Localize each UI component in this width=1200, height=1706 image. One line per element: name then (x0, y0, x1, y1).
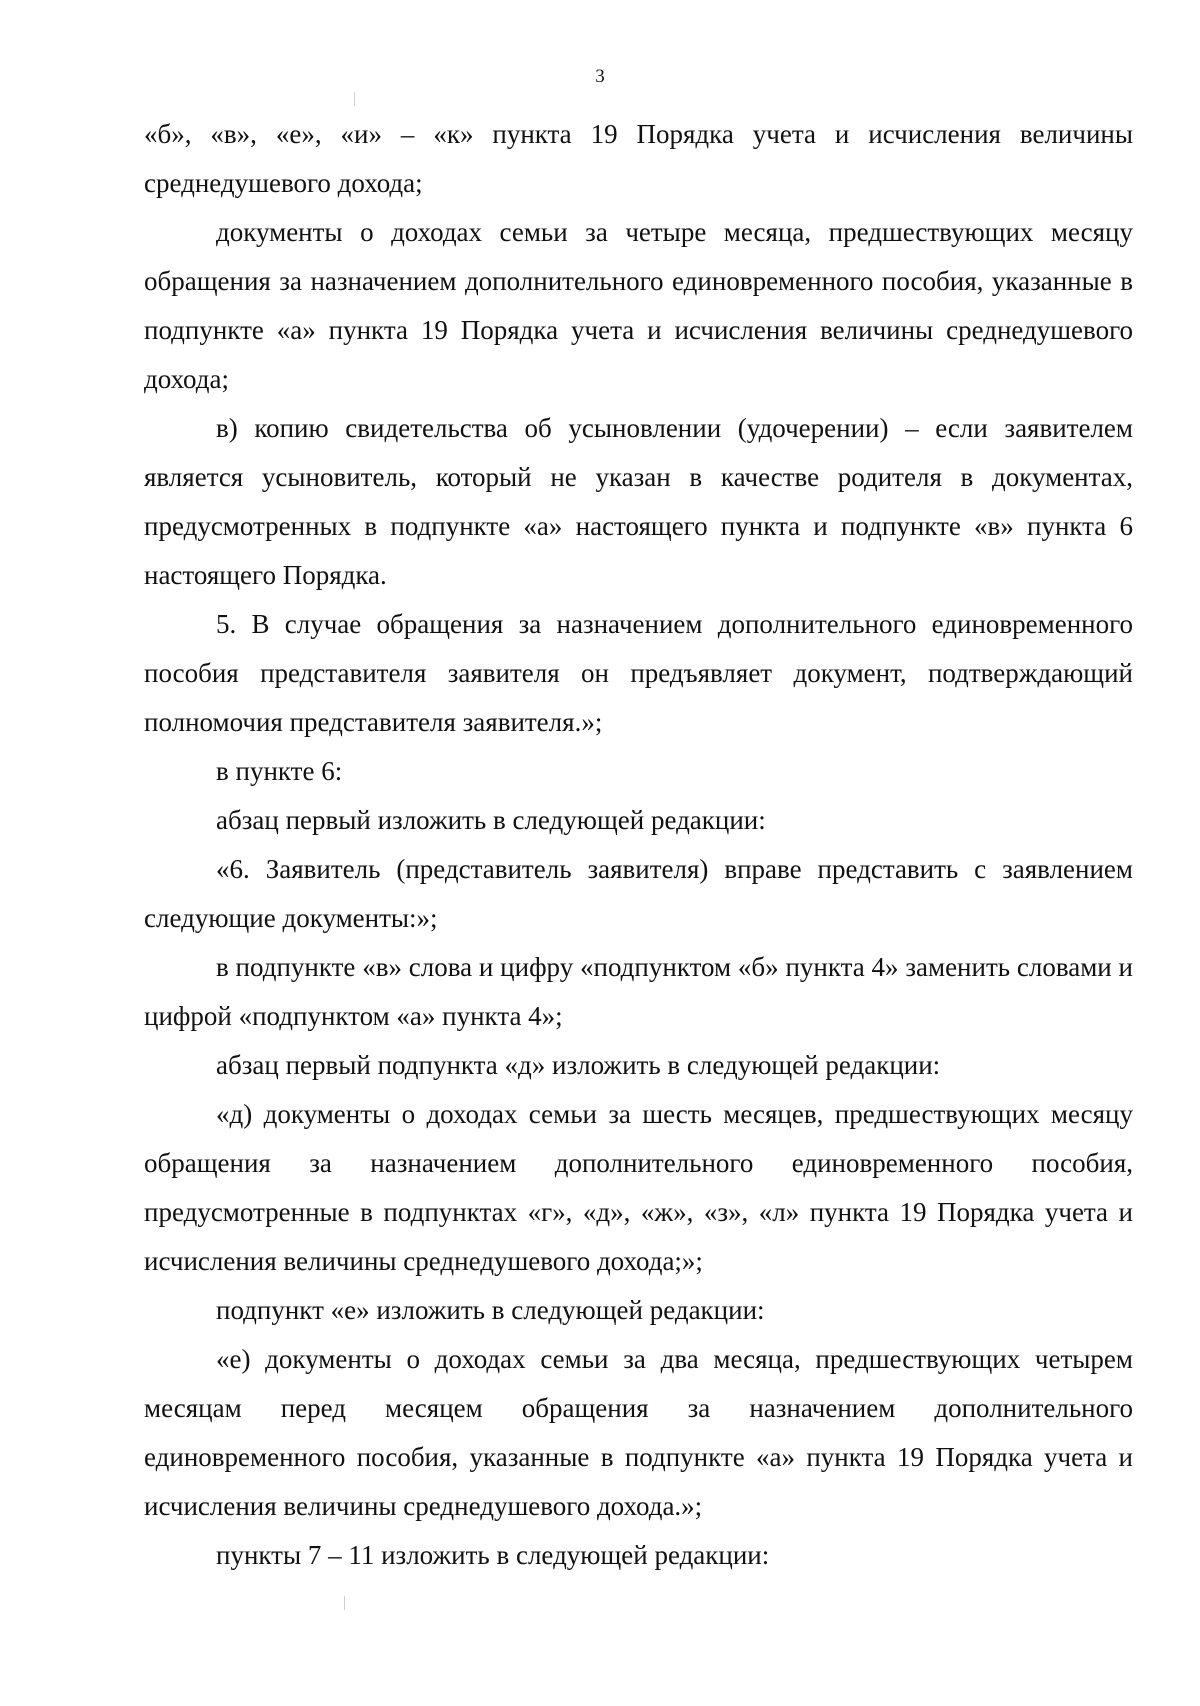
scan-artifact-bottom (344, 1596, 345, 1610)
paragraph-9: абзац первый подпункта «д» изложить в следующей редакции: (216, 1050, 941, 1080)
paragraph-10: «д) документы о доходах семьи за шесть месяцев, предшествующих месяцу обращения за назначением дополнительного единовременного пособия, предусмотренные в подпунктах «г», «д», «ж», «з», «л» пункта 19 Порядка учета и исчисления величины среднедушевого дохода;»; (144, 1099, 1133, 1276)
paragraph-11: подпункт «е» изложить в следующей редакции: (216, 1295, 765, 1325)
page-number: 3 (595, 66, 605, 87)
paragraph-5: в пункте 6: (216, 756, 343, 786)
paragraph-8: в подпункте «в» слова и цифру «подпунктом «б» пункта 4» заменить словами и цифрой «подпунктом «а» пункта 4»; (144, 952, 1133, 1031)
paragraph-2: документы о доходах семьи за четыре месяца, предшествующих месяцу обращения за назначением дополнительного единовременного пособия, указанные в подпункте «а» пункта 19 Порядка учета и исчисления величины среднедушевого дохода; (144, 217, 1133, 394)
paragraph-7: «6. Заявитель (представитель заявителя) вправе представить с заявлением следующие документы:»; (144, 854, 1133, 933)
paragraph-4: 5. В случае обращения за назначением дополнительного единовременного пособия представителя заявителя он предъявляет документ, подтверждающий полномочия представителя заявителя.»; (144, 609, 1133, 737)
scan-artifact-top (354, 92, 355, 106)
document-body (144, 110, 1133, 1580)
paragraph-1: «б», «в», «е», «и» – «к» пункта 19 Порядка учета и исчисления величины среднедушевого дохода; (144, 119, 1133, 198)
paragraph-3: в) копию свидетельства об усыновлении (удочерении) – если заявителем является усыновитель, который не указан в качестве родителя в документах, предусмотренных в подпункте «а» настоящего пункта и подпункте «в» пункта 6 настоящего Порядка. (144, 413, 1133, 590)
paragraph-6: абзац первый изложить в следующей редакции: (216, 805, 766, 835)
paragraph-13: пункты 7 – 11 изложить в следующей редакции: (216, 1540, 770, 1570)
paragraph-12: «е) документы о доходах семьи за два месяца, предшествующих четырем месяцам перед месяцем обращения за назначением дополнительного единовременного пособия, указанные в подпункте «а» пункта 19 Порядка учета и исчисления величины среднедушевого дохода.»; (144, 1344, 1133, 1521)
